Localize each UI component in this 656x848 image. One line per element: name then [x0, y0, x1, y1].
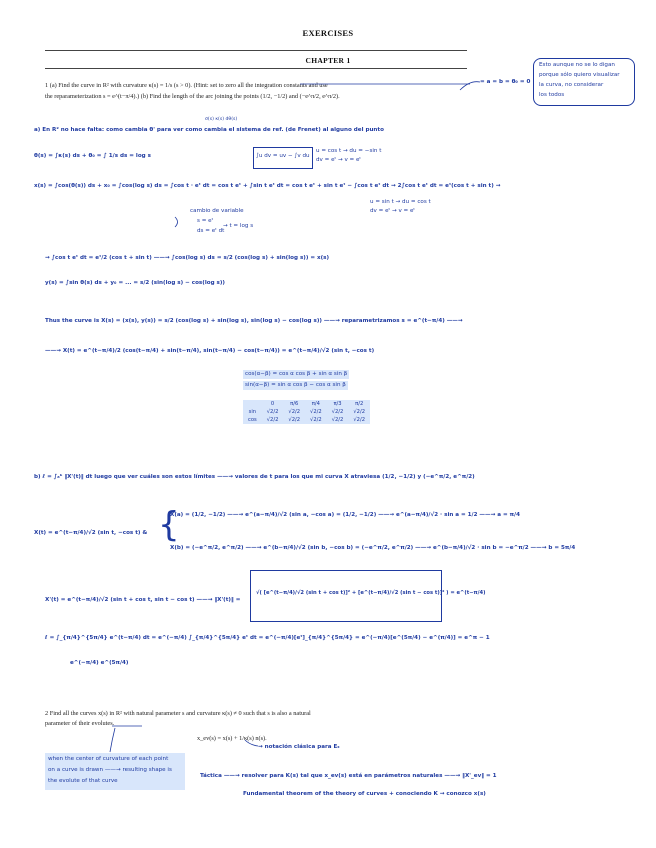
norm-expression: √( [e^(t−π/4)/√2 (sin t + cos t)]² + [e^(t−π/4)/√2 (sin t − cos t)]² ) = e^(t−π/4) — [256, 590, 486, 596]
problem2-line2: parameter of their evolutes. — [45, 720, 115, 727]
table-cell: π/4 — [311, 401, 320, 407]
table-cell: π/3 — [333, 401, 342, 407]
table-cell: cos — [248, 417, 257, 423]
definition-line: the evolute of that curve — [48, 778, 118, 784]
part-b-intro: b) ℓ = ∫ₐᵇ ‖X'(t)‖ dt luego que ver cuáles son estos límites ——→ valores de t para los que mi curva X atraviesa (1/2, −1/2) y (−e^π/2, e^π/2) — [34, 474, 475, 480]
change-of-variable-arrow: → t = log s — [223, 223, 254, 229]
table-cell: sin — [248, 409, 257, 415]
brace-curve — [175, 217, 178, 227]
arc-length-substitution: e^(−π/4) e^(5π/4) — [70, 660, 129, 666]
pointer-curve — [460, 82, 480, 90]
x-result: → ∫cos t eᵗ dt = eᵗ/2 (cos t + sin t) ——→ ∫cos(log s) ds = s/2 (cos(log s) + sin(log s)) = x(s) — [45, 255, 330, 261]
change-of-variable-label: cambio de variable — [190, 208, 244, 214]
theta-equation: θ(s) = ∫κ(s) ds + θ₀ = ∫ 1/s ds = log s — [34, 153, 151, 159]
table-cell: √2/2 — [266, 417, 279, 423]
brace: { — [158, 505, 180, 545]
fundamental-theorem-note: Fundamental theorem of the theory of curves + conociendo K → conozco x(s) — [243, 791, 486, 797]
x-of-t: X(t) = e^(t−π/4)/√2 (sin t, −cos t) & — [34, 530, 148, 536]
trig-identity-2: sin(α−β) = sin α cos β − cos α sin β — [245, 382, 346, 388]
table-cell: √2/2 — [310, 409, 322, 415]
notation-arrow — [245, 740, 258, 746]
table-cell: √2/2 — [353, 417, 366, 423]
margin-note-line: Esto aunque no se lo digan — [539, 62, 615, 68]
x-integration-line: x(s) = ∫cos(θ(s)) ds + x₀ = ∫cos(log s) ds = ∫cos t · eᵗ dt = cos t eᵗ + ∫sin t eᵗ dt = cos t eᵗ + sin t eᵗ − ∫cos t eᵗ dt → 2∫cos t eᵗ dt = eᵗ(cos t + sin t) → — [34, 183, 501, 189]
table-cell: √2/2 — [288, 409, 301, 415]
page-title: EXERCISES — [302, 28, 354, 38]
evolute-pointer — [110, 728, 115, 752]
table-cell: √2/2 — [331, 417, 344, 423]
reparametrized-curve: ——→ X(t) = e^(t−π/4)/2 (cos(t−π/4) + sin(t−π/4), sin(t−π/4) − cos(t−π/4)) = e^(t−π/4)/√2 (sin t, −cos t) — [45, 348, 375, 354]
margin-note-line: la curva, no considerar — [539, 82, 604, 88]
small-annotation: σ(s) κ(s) dθ(s) — [205, 117, 238, 122]
definition-line: on a curve is drawn ——→ resulting shape is — [48, 767, 172, 773]
ibp-dv1: dv = eᵗ → v = eᵗ — [316, 157, 362, 163]
evolute-formula: x_ev(s) = x(s) + 1/κ(s) n(s). — [197, 735, 267, 742]
table-cell: 0 — [270, 401, 275, 407]
curve-equation: Thus the curve is X(s) = (x(s), y(s)) = s/2 (cos(log s) + sin(log s), sin(log s) − cos(log s)) ——→ reparametrizamos s = e^(t−π/4) ——→ — [45, 318, 463, 324]
arc-length: ℓ = ∫_{π/4}^{5π/4} e^(t−π/4) dt = e^(−π/4) ∫_{π/4}^{5π/4} eᵗ dt = e^(−π/4)[eᵗ]_{π/4}^{5π/4} = e^(−π/4)[e^(5π/4) − e^(π/4)] = e^π − 1 — [45, 635, 490, 641]
table-cell: √2/2 — [288, 417, 301, 423]
ibp-dv2: dv = eᵗ → v = eᵗ — [370, 208, 416, 214]
y-result: y(s) = ∫sin θ(s) ds + y₀ = ... = s/2 (sin(log s) − cos(log s)) — [45, 280, 225, 286]
problem2-line1: 2 Find all the curves x(s) in R² with natural parameter s and curvature κ(s) ≠ 0 such that s is also a natural — [45, 710, 311, 717]
problem1-line1: 1 (a) Find the curve in R² with curvature κ(s) = 1/s (s > 0). (Hint: set to zero all the integration constants and use — [45, 82, 328, 89]
ibp-u2: u = sin t → du = cos t — [370, 199, 431, 205]
case-a-equation: X(a) = (1/2, −1/2) ——→ e^(a−π/4)/√2 (sin a, −cos a) = (1/2, −1/2) ——→ e^(a−π/4)/√2 · sin a = 1/2 ——→ a = π/4 — [170, 512, 520, 518]
table-cell: π/2 — [355, 401, 364, 407]
tactic-note: Táctica ——→ resolver para K(s) tal que x_ev(s) está en parámetros naturales ——→ ‖X'_ev‖ = 1 — [200, 773, 497, 779]
definition-line: when the center of curvature of each point — [48, 756, 169, 762]
part-a-intro: a) En R² no hace falta: como cambia θ' para ver como cambia el sistema de ref. (de Frenet) al alguno del punto — [34, 127, 384, 133]
case-b-equation: X(b) = (−e^π/2, e^π/2) ——→ e^(b−π/4)/√2 (sin b, −cos b) = (−e^π/2, e^π/2) ——→ e^(b−π/4)/√2 · sin b = −e^π/2 ——→ b = 5π/4 — [170, 545, 576, 551]
table-cell: π/6 — [290, 401, 299, 407]
problem1-line2: the reparameterization s = e^(t−π/4).) (b) Find the length of the arc joining the points (1/2, −1/2) and (−e^π/2, e^π/2). — [45, 93, 340, 100]
margin-note-line: porque sólo quiero visualizar — [539, 72, 620, 78]
trig-identity-1: cos(α−β) = cos α cos β + sin α sin β — [245, 371, 348, 377]
change-of-variable-1: s = eᵗ — [197, 218, 214, 224]
derivative: X'(t) = e^(t−π/4)/√2 (sin t + cos t, sin t − cos t) ——→ ‖X'(t)‖ = — [45, 597, 241, 603]
table-cell: √2/2 — [310, 417, 322, 423]
evolute-notation-note: → notación clásica para Eₓ — [258, 744, 340, 750]
ibp-formula: ∫u dv = uv − ∫v du — [256, 153, 310, 159]
ibp-u1: u = cos t → du = −sin t — [316, 148, 382, 154]
table-cell: √2/2 — [266, 409, 279, 415]
table-cell: √2/2 — [331, 409, 344, 415]
table-cell: √2/2 — [353, 409, 366, 415]
change-of-variable-2: ds = eᵗ dt — [197, 228, 225, 234]
margin-note-line: los todos — [539, 92, 565, 98]
margin-note-eq: = a = b = θ₀ = 0 — [480, 79, 531, 85]
chapter-heading: CHAPTER 1 — [305, 56, 351, 65]
